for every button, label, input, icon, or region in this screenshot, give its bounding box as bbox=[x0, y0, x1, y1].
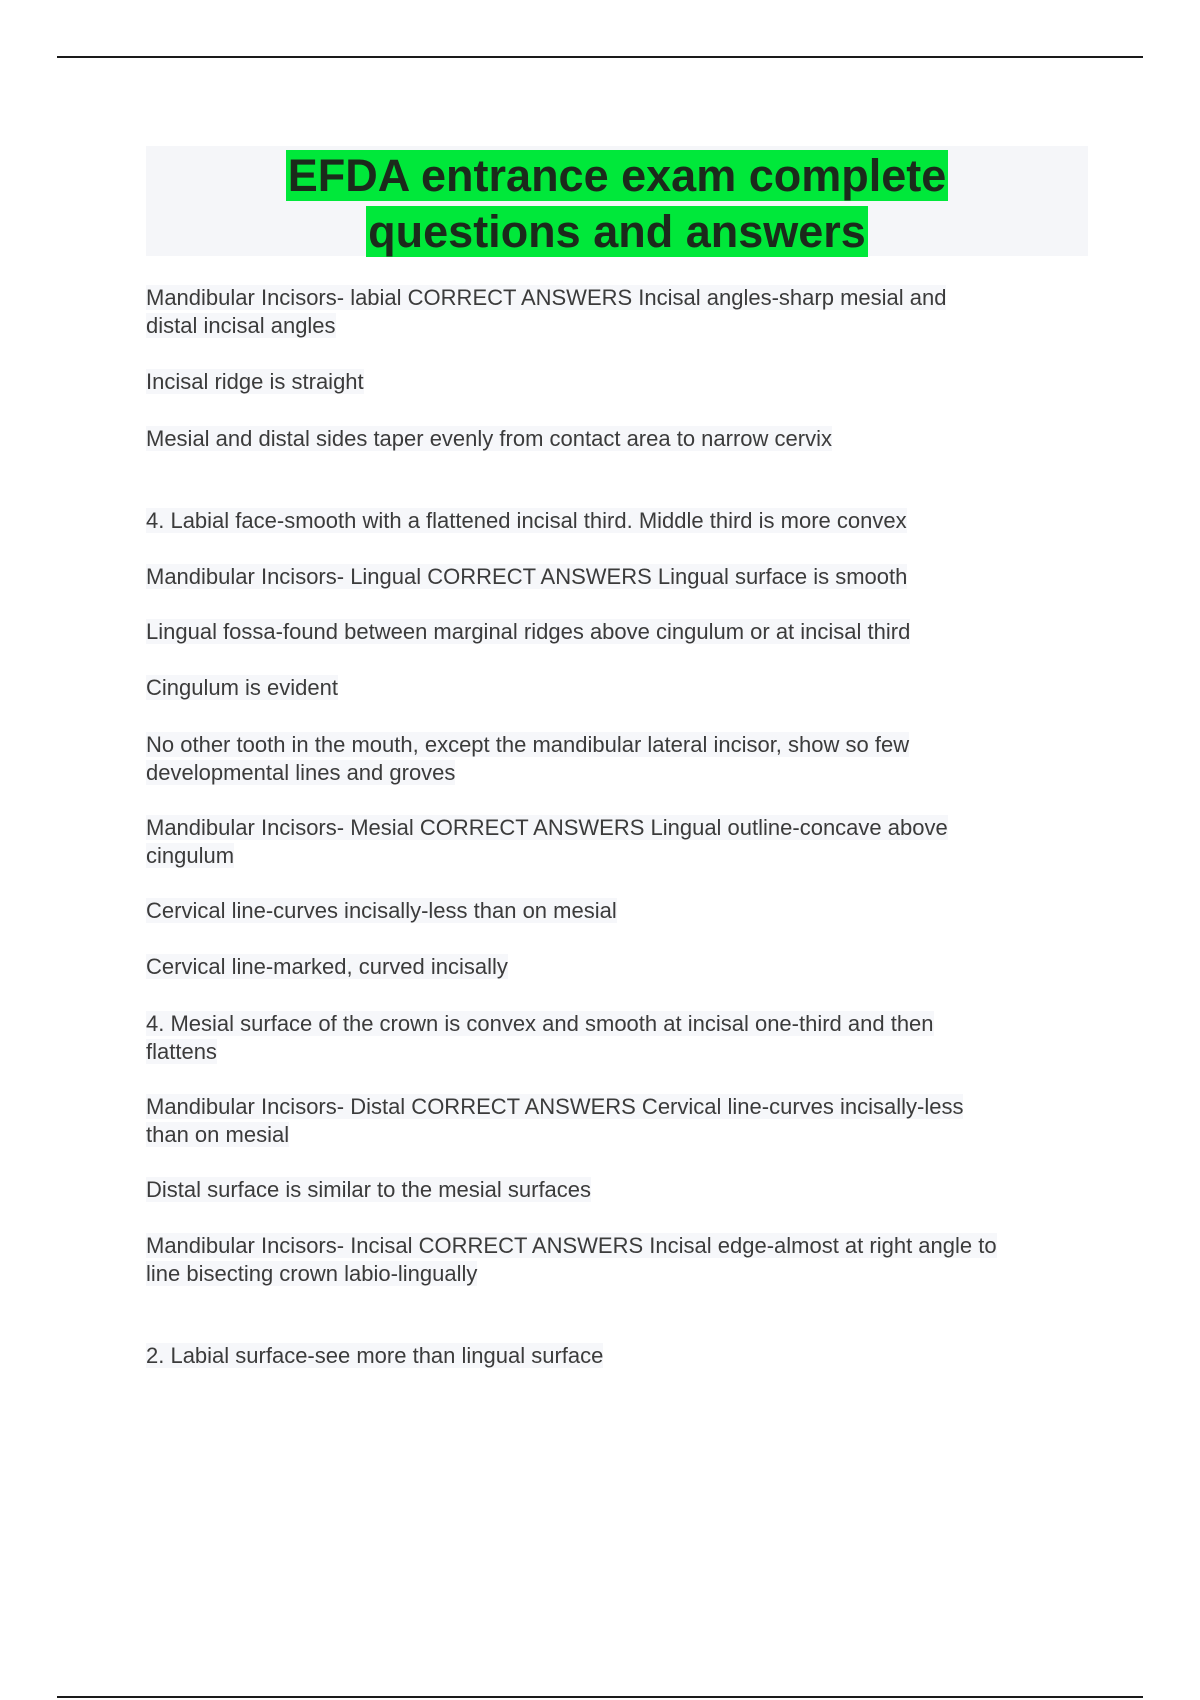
paragraph: Mesial and distal sides taper evenly from contact area to narrow cervix bbox=[146, 426, 832, 451]
paragraph: Mandibular Incisors- Incisal CORRECT ANSWERS Incisal edge-almost at right angle to line bisecting crown labio-lingually bbox=[146, 1233, 997, 1286]
paragraph: 4. Labial face-smooth with a flattened incisal third. Middle third is more convex bbox=[146, 508, 907, 533]
paragraph: Distal surface is similar to the mesial surfaces bbox=[146, 1177, 592, 1202]
paragraph: Incisal ridge is straight bbox=[146, 369, 364, 394]
paragraph: Mandibular Incisors- Mesial CORRECT ANSWERS Lingual outline-concave above cingulum bbox=[146, 815, 948, 868]
paragraph: Mandibular Incisors- labial CORRECT ANSWERS Incisal angles-sharp mesial and distal incisal angles bbox=[146, 285, 947, 338]
title-line-1: EFDA entrance exam complete bbox=[287, 150, 947, 201]
paragraph: 4. Mesial surface of the crown is convex and smooth at incisal one-third and then flattens bbox=[146, 1011, 934, 1064]
paragraph: Cingulum is evident bbox=[146, 675, 338, 700]
top-rule bbox=[57, 56, 1143, 58]
title-line-2: questions and answers bbox=[368, 206, 866, 257]
paragraph: 2. Labial surface-see more than lingual surface bbox=[146, 1343, 604, 1368]
paragraph: Mandibular Incisors- Distal CORRECT ANSWERS Cervical line-curves incisally-less than on mesial bbox=[146, 1094, 964, 1147]
paragraph: Cervical line-curves incisally-less than on mesial bbox=[146, 898, 617, 923]
paragraph: Mandibular Incisors- Lingual CORRECT ANSWERS Lingual surface is smooth bbox=[146, 564, 908, 589]
paragraph: No other tooth in the mouth, except the mandibular lateral incisor, show so few developmental lines and groves bbox=[146, 732, 910, 785]
title-box bbox=[146, 146, 1088, 256]
paragraph: Lingual fossa-found between marginal ridges above cingulum or at incisal third bbox=[146, 619, 911, 644]
paragraph: Cervical line-marked, curved incisally bbox=[146, 954, 508, 979]
bottom-rule bbox=[57, 1696, 1143, 1698]
document-title bbox=[146, 146, 1088, 260]
